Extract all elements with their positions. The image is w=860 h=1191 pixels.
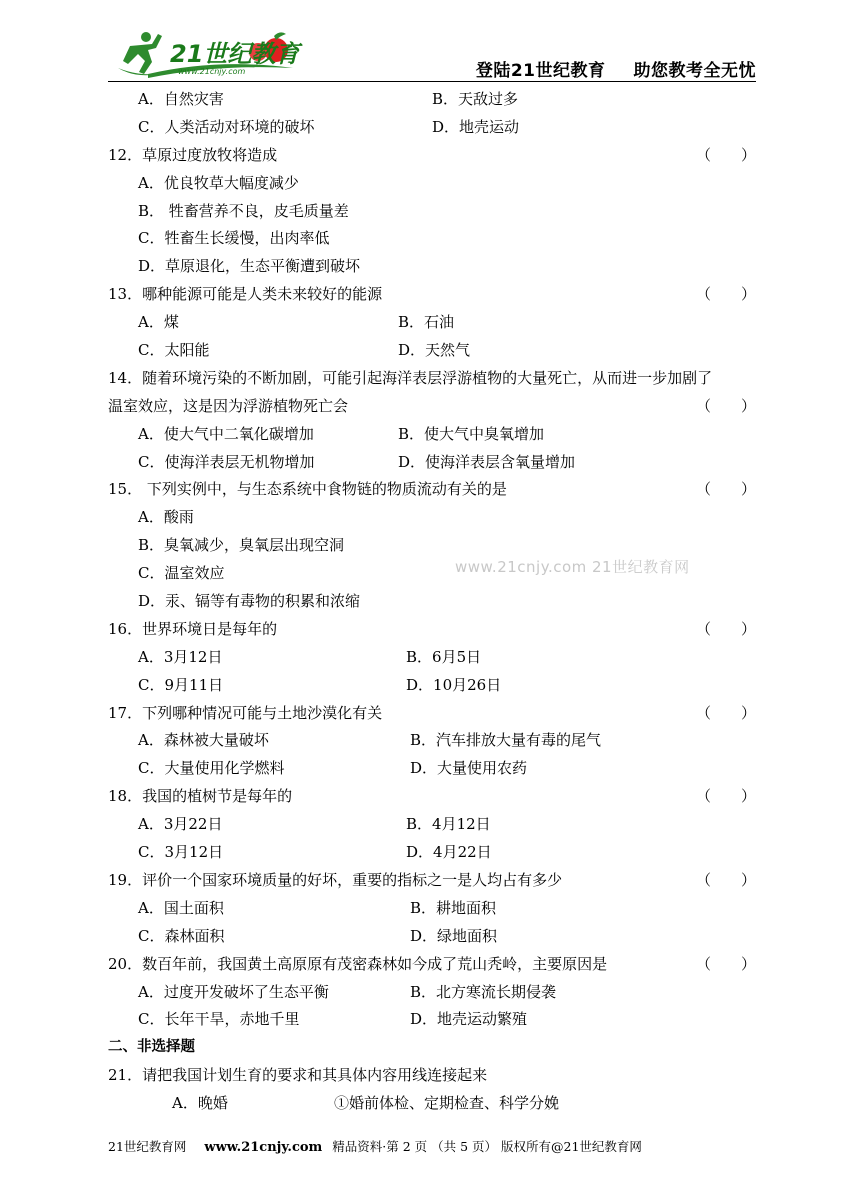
option-text: ①婚前体检、定期检查、科学分娩 xyxy=(334,1094,560,1113)
question-text: 14．随着环境污染的不断加剧，可能引起海洋表层浮游植物的大量死亡，从而进一步加剧了 xyxy=(108,368,713,387)
question-text: 16．世界环境日是每年的 xyxy=(108,619,278,638)
option-text: D．汞、镉等有毒物的积累和浓缩 xyxy=(138,592,361,611)
option-text: C．3月12日 xyxy=(138,843,224,862)
option-text: D．使海洋表层含氧量增加 xyxy=(398,452,576,471)
option-text: B．汽车排放大量有毒的尾气 xyxy=(410,731,602,750)
option-text: A．3月12日 xyxy=(138,647,223,666)
question-text: 12．草原过度放牧将造成 xyxy=(108,145,278,164)
answer-blank: （ ） xyxy=(695,145,756,164)
answer-blank: （ ） xyxy=(695,285,756,304)
text-line xyxy=(108,923,756,951)
footer-right: 精品资料·第 2 页 （共 5 页） 版权所有@21世纪教育网 xyxy=(332,1139,642,1154)
page-header xyxy=(108,28,756,84)
text-line xyxy=(108,811,756,839)
text-line xyxy=(108,337,756,365)
option-text: A．煤 xyxy=(138,313,179,332)
option-text: B．4月12日 xyxy=(406,815,491,834)
option-text: B．北方寒流长期侵袭 xyxy=(410,982,557,1001)
question-text: 二、非选择题 xyxy=(108,1039,195,1056)
question-text: 15． 下列实例中，与生态系统中食物链的物质流动有关的是 xyxy=(108,480,507,499)
text-line xyxy=(108,672,756,700)
footer-site: www.21cnjy.com xyxy=(204,1140,323,1155)
text-line xyxy=(108,867,756,895)
text-line xyxy=(108,588,756,616)
option-text: A．晚婚 xyxy=(172,1094,228,1113)
answer-blank: （ ） xyxy=(695,954,756,973)
text-line xyxy=(108,421,756,449)
answer-blank: （ ） xyxy=(695,480,756,499)
header-divider xyxy=(108,81,756,82)
option-text: A．过度开发破坏了生态平衡 xyxy=(138,982,329,1001)
text-line xyxy=(108,616,756,644)
option-text: C．牲畜生长缓慢，出肉率低 xyxy=(138,229,330,248)
text-line xyxy=(108,476,756,504)
text-line xyxy=(108,198,756,226)
option-text: D．天然气 xyxy=(398,341,471,360)
option-text: D．地壳运动 xyxy=(432,117,520,136)
option-text: D．10月26日 xyxy=(406,675,502,694)
text-line xyxy=(108,504,756,532)
option-text: C．长年干旱，赤地千里 xyxy=(138,1010,300,1029)
text-line xyxy=(108,839,756,867)
slogan-right: 助您教考全无忧 xyxy=(633,61,756,81)
text-line xyxy=(108,895,756,923)
text-line xyxy=(108,1090,756,1118)
footer-left: 21世纪教育网 xyxy=(108,1139,187,1154)
option-text: D．绿地面积 xyxy=(410,926,498,945)
option-text: C．人类活动对环境的破坏 xyxy=(138,117,315,136)
watermark: www.21cnjy.com 21世纪教育网 xyxy=(455,558,690,576)
question-text: 温室效应，这是因为浮游植物死亡会 xyxy=(108,396,349,415)
page-footer xyxy=(108,1137,756,1155)
option-text: C．大量使用化学燃料 xyxy=(138,759,285,778)
option-text: D．大量使用农药 xyxy=(410,759,528,778)
text-line xyxy=(108,1062,756,1090)
text-line xyxy=(108,170,756,198)
option-text: C．太阳能 xyxy=(138,341,210,360)
option-text: D．草原退化，生态平衡遭到破坏 xyxy=(138,257,361,276)
option-text: B．臭氧减少，臭氧层出现空洞 xyxy=(138,536,345,555)
question-text: 20．数百年前，我国黄土高原原有茂密森林如今成了荒山秃岭，主要原因是 xyxy=(108,954,608,973)
svg-text:21世纪教育: 21世纪教育 xyxy=(170,40,300,68)
text-line xyxy=(108,281,756,309)
text-line xyxy=(108,114,756,142)
question-text: 21．请把我国计划生育的要求和其具体内容用线连接起来 xyxy=(108,1066,488,1085)
text-line xyxy=(108,253,756,281)
question-text: 17．下列哪种情况可能与土地沙漠化有关 xyxy=(108,703,383,722)
option-text: A．森林被大量破坏 xyxy=(138,731,269,750)
answer-blank: （ ） xyxy=(695,619,756,638)
option-text: B．石油 xyxy=(398,313,455,332)
option-text: D．4月22日 xyxy=(406,843,492,862)
option-text: B．天敌过多 xyxy=(432,90,519,108)
option-text: B．耕地面积 xyxy=(410,898,497,917)
section-heading xyxy=(108,1034,756,1062)
question-text: 13．哪种能源可能是人类未来较好的能源 xyxy=(108,285,383,304)
answer-blank: （ ） xyxy=(695,787,756,806)
option-text: A．酸雨 xyxy=(138,508,194,527)
text-line xyxy=(108,727,756,755)
text-line xyxy=(108,225,756,253)
option-text: A．3月22日 xyxy=(138,815,223,834)
option-text: B． 牲畜营养不良，皮毛质量差 xyxy=(138,201,349,220)
text-line xyxy=(108,951,756,979)
question-text: 18．我国的植树节是每年的 xyxy=(108,787,293,806)
option-text: A．优良牧草大幅度减少 xyxy=(138,173,299,192)
answer-blank: （ ） xyxy=(695,396,756,415)
slogan-left: 登陆21世纪教育 xyxy=(475,61,606,81)
answer-blank: （ ） xyxy=(695,703,756,722)
option-text: A．自然灾害 xyxy=(138,90,224,108)
option-text: C．森林面积 xyxy=(138,926,225,945)
option-text: C．9月11日 xyxy=(138,675,224,694)
svg-text:www.21cnjy.com: www.21cnjy.com xyxy=(178,67,246,76)
option-text: A．国土面积 xyxy=(138,898,224,917)
text-line xyxy=(108,644,756,672)
text-line xyxy=(108,979,756,1007)
header-slogan xyxy=(448,56,756,81)
option-text: B．6月5日 xyxy=(406,647,482,666)
question-text: 19．评价一个国家环境质量的好坏，重要的指标之一是人均占有多少 xyxy=(108,870,563,889)
21cnjy-logo-icon xyxy=(108,28,308,80)
option-text: B．使大气中臭氧增加 xyxy=(398,424,545,443)
text-line xyxy=(108,449,756,477)
text-line xyxy=(108,365,756,393)
text-line xyxy=(108,783,756,811)
option-text: C．温室效应 xyxy=(138,564,225,583)
text-line xyxy=(108,755,756,783)
option-text: D．地壳运动繁殖 xyxy=(410,1010,528,1029)
text-line xyxy=(108,142,756,170)
text-line xyxy=(108,700,756,728)
option-text: C．使海洋表层无机物增加 xyxy=(138,452,315,471)
text-line xyxy=(108,86,756,114)
text-line xyxy=(108,1006,756,1034)
question-content xyxy=(108,86,756,1118)
answer-blank: （ ） xyxy=(695,870,756,889)
text-line xyxy=(108,393,756,421)
option-text: A．使大气中二氧化碳增加 xyxy=(138,424,314,443)
text-line xyxy=(108,309,756,337)
